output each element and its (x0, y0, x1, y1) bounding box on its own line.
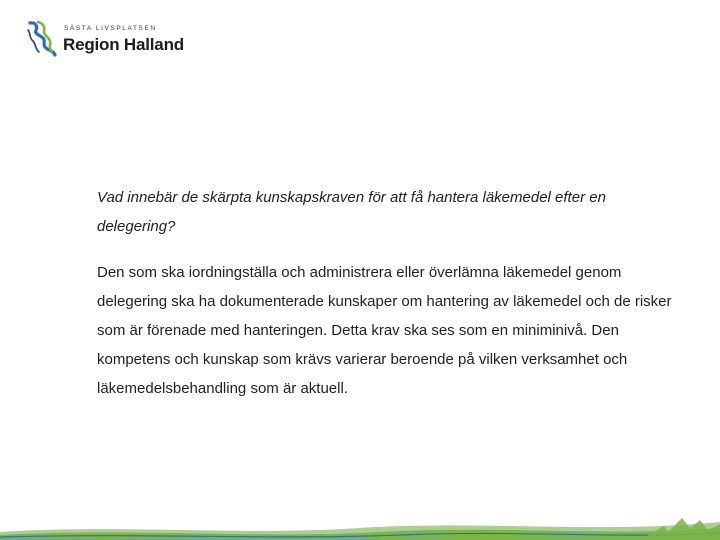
region-halland-logo-mark-icon (26, 20, 60, 60)
logo-tagline: SÄSTA LIVSPLATSEN (64, 25, 157, 32)
logo-name: Region Halland (63, 35, 184, 54)
slide-content (97, 183, 677, 403)
footer-wave-decoration (0, 506, 720, 540)
question-text: Vad innebär de skärpta kunskapskraven för att få hantera läkemedel efter en delegering? (97, 189, 606, 235)
region-halland-logo (26, 20, 186, 62)
answer-text: Den som ska iordningställa och administrera eller överlämna läkemedel genom delegering ska ha dokumenterade kunskaper om hantering av läkemedel och de risker som är förenade med hanteringen. Detta krav ska ses som en miniminivå. Den kompetens och kunskap som krävs varierar beroende på vilken verksamhet och läkemedelsbehandling som är aktuell. (97, 264, 672, 397)
